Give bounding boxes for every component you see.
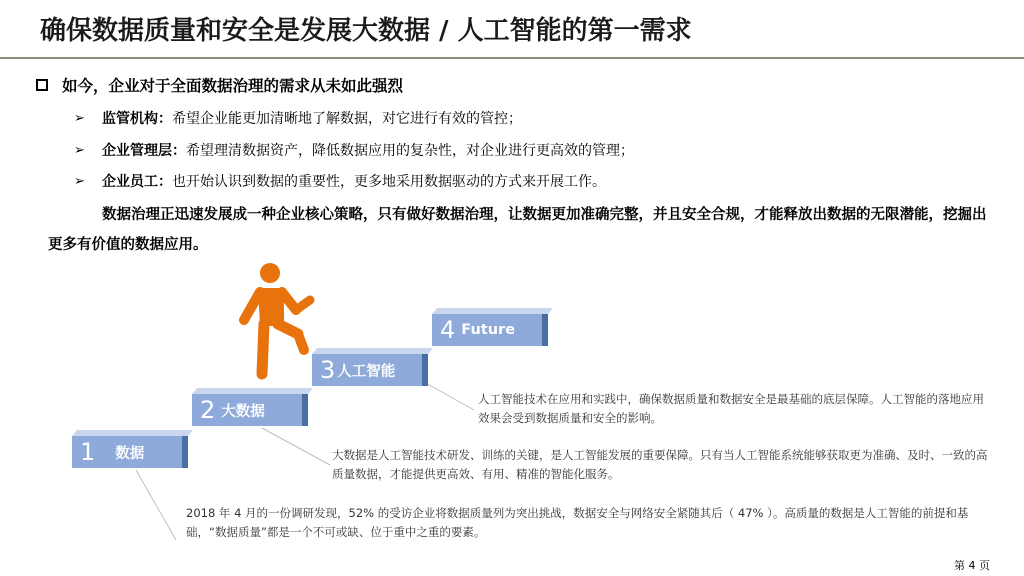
data-description: 2018 年 4 月的一份调研发现，52% 的受访企业将数据质量列为突出挑战，数据安全与网络安全紧随其后（ 47% ）。高质量的数据是人工智能的前提和基础，“数据质量”都是一个不可或缺、位于重中之重的要素。 <box>186 506 969 539</box>
sub-bullet-label: 监管机构： <box>102 111 172 127</box>
step-number: 4 <box>440 316 456 344</box>
summary-paragraph: 数据治理正迅速发展成一种企业核心策略，只有做好数据治理，让数据更加准确完整，并且安全合规，才能释放出数据的无限潜能，挖掘出更多有价值的数据应用。 <box>48 207 987 253</box>
sub-bullet-label: 企业管理层： <box>102 143 186 159</box>
ai-description: 人工智能技术在应用和实践中，确保数据质量和数据安全是最基础的底层保障。人工智能的落地应用效果会受到数据质量和安全的影响。 <box>478 392 984 425</box>
step-label: 大数据 <box>221 403 265 420</box>
sub-bullet-text: 也开始认识到数据的重要性，更多地采用数据驱动的方式来开展工作。 <box>172 174 606 190</box>
arrow-bullet-icon: ➢ <box>74 110 85 126</box>
climbing-person-icon <box>234 262 324 380</box>
step-number: 1 <box>80 438 96 466</box>
sub-bullet-text: 希望理清数据资产，降低数据应用的复杂性，对企业进行更高效的管理； <box>186 143 634 159</box>
sub-bullet-text: 希望企业能更加清晰地了解数据，对它进行有效的管控； <box>172 111 522 127</box>
bigdata-description: 大数据是人工智能技术研发、训练的关键，是人工智能发展的重要保障。只有当人工智能系统能够获取更为准确、及时、一致的高质量数据，才能提供更高效、有用、精准的智能化服务。 <box>332 448 988 481</box>
step-number: 2 <box>200 396 216 424</box>
page-number: 第 4 页 <box>954 559 990 572</box>
step-label: 数据 <box>115 445 145 462</box>
page-title: 确保数据质量和安全是发展大数据 / 人工智能的第一需求 <box>40 16 692 46</box>
step-label: Future <box>461 322 516 338</box>
step-number: 3 <box>320 356 336 384</box>
arrow-bullet-icon: ➢ <box>74 173 85 189</box>
step-label: 人工智能 <box>337 363 396 380</box>
sub-bullet-label: 企业员工： <box>102 174 172 190</box>
main-bullet-text: 如今，企业对于全面数据治理的需求从未如此强烈 <box>62 77 404 95</box>
arrow-bullet-icon: ➢ <box>74 142 85 158</box>
